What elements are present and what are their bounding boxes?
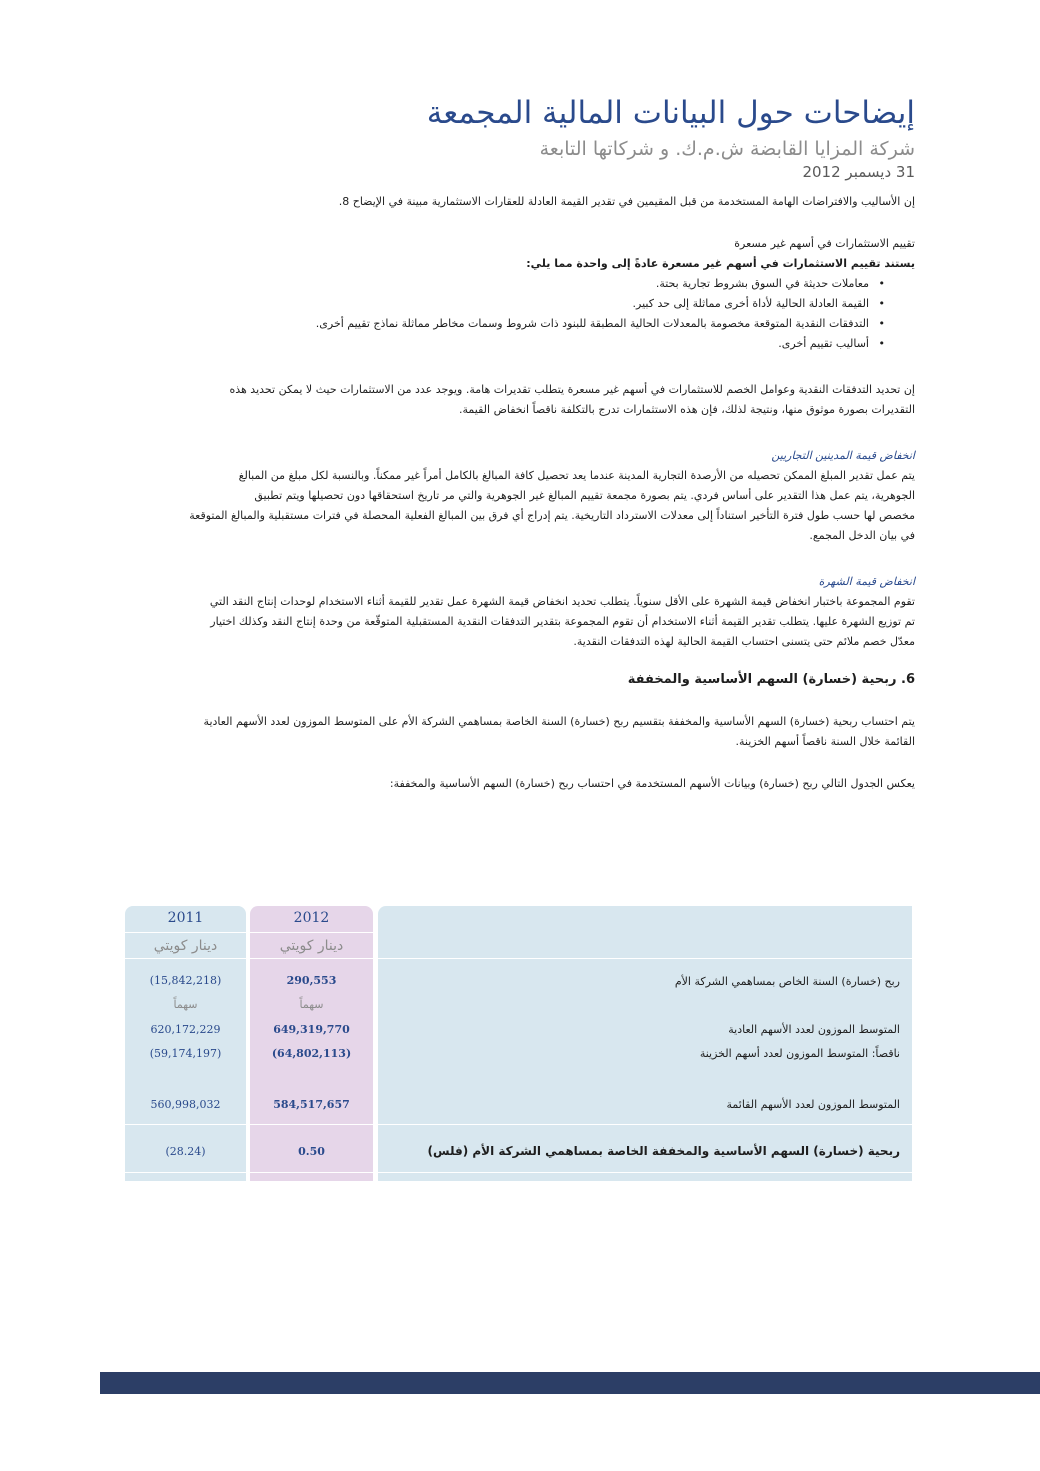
methods-note: إن الأساليب والافتراضات الهامة المستخدمة من قبل المقيمين في تقدير القيمة العادلة للعقارات الاستثمارية مبينة في الإيضاح 8.: [338, 195, 915, 208]
table-row-label: ربحية (خسارة) السهم الأساسية والمخففة الخاصة بمساهمي الشركة الأم (فلس): [427, 1144, 900, 1158]
table-cell-2011: (15,842,218): [149, 974, 222, 987]
table-description-column: [378, 906, 912, 1181]
receivables-line: الجوهرية، يتم عمل هذا التقدير على أساس فردي. يتم بصورة مجمعة تقييم المبالغ غير الجوهرية والتي مر تاريخ استحقاقها دون تحصيلها ويتم تطبيق: [254, 489, 915, 502]
table-cell-2012: 649,319,770: [273, 1023, 350, 1036]
list-item: • القيمة العادلة الحالية لأداة أخرى مماثلة إلى حد كبير.: [125, 294, 885, 314]
goodwill-line: تم توزيع الشهرة عليها. يتطلب تقدير القيمة أثناء الاستخدام أن تقوم المجموعة بتقدير التدفقات النقدية المستقبلية المتوقّعة من وحدة إنتاج النقد وكذلك اختيار: [210, 615, 915, 628]
table-column-2011: [125, 906, 246, 1181]
table-cell-2011: (59,174,197): [149, 1047, 222, 1060]
table-unit-2011: سهماً: [173, 998, 198, 1011]
table-unit-2012: سهماً: [299, 998, 324, 1011]
table-cell-2012: 584,517,657: [273, 1098, 350, 1111]
receivables-line: في بيان الدخل المجمع.: [809, 529, 915, 542]
list-item: • التدفقات النقدية المتوقعة مخصومة بالمعدلات الحالية المطبقة للبنود ذات شروط وسمات مخاطر مماثلة نماذج تقييم أخرى.: [125, 314, 885, 334]
table-row-label: المتوسط الموزون لعدد الأسهم القائمة: [726, 1098, 900, 1111]
unquoted-heading: تقييم الاستثمارات في أسهم غير مسعرة: [734, 237, 915, 250]
eps-table: [127, 906, 912, 1181]
report-date: 31 ديسمبر 2012: [802, 163, 915, 181]
unquoted-para-line: إن تحديد التدفقات النقدية وعوامل الخصم للاستثمارات في أسهم غير مسعرة يتطلب تقديرات هامة. ويوجد عدد من الاستثمارات حيث لا يمكن تحديد هذه: [229, 383, 915, 396]
column-year-2012: 2012: [293, 910, 330, 926]
column-currency-2011: دينار كويتي: [125, 932, 246, 959]
page-title: إيضاحات حول البيانات المالية المجمعة: [426, 95, 915, 131]
table-cell-2012: 0.50: [298, 1145, 325, 1158]
table-row-label: ناقصاً: المتوسط الموزون لعدد أسهم الخزينة: [699, 1047, 900, 1060]
receivables-heading: انخفاض قيمة المدينين التجاريين: [771, 449, 915, 462]
table-row-label: ربح (خسارة) السنة الخاص بمساهمي الشركة الأم: [674, 975, 900, 988]
eps-line: القائمة خلال السنة ناقصاً أسهم الخزينة.: [735, 735, 915, 748]
table-row-label: المتوسط الموزون لعدد الأسهم العادية: [728, 1023, 900, 1036]
table-cell-2012: 290,553: [286, 974, 337, 987]
eps-line: يتم احتساب ربحية (خسارة) السهم الأساسية والمخففة بتقسيم ربح (خسارة) السنة الخاصة بمساهمي الشركة الأم على المتوسط الموزون لعدد الأسهم العادية: [203, 715, 915, 728]
receivables-line: مخصص لها حسب طول فترة التأخير استناداً إلى معدلات الاسترداد التاريخية. يتم إدراج أي فرق بين المبالغ الفعلية المحصلة في فترات مستقبلية والمبالغ المتوقعة: [189, 509, 915, 522]
table-cell-2011: 620,172,229: [150, 1023, 221, 1036]
eps-section-title: 6. ربحية (خسارة) السهم الأساسية والمخففة: [627, 672, 915, 687]
goodwill-heading: انخفاض قيمة الشهرة: [818, 575, 915, 588]
footer-bar: [100, 1372, 1040, 1394]
notes-body: [125, 192, 915, 794]
page-header: [115, 92, 915, 182]
goodwill-line: تقوم المجموعة باختبار انخفاض قيمة الشهرة على الأقل سنوياً. يتطلب تحديد انخفاض قيمة الشهرة عمل تقدير للقيمة أثناء الاستخدام لوحدات إنتاج النقد التي: [209, 595, 915, 608]
valuation-methods-list: [125, 274, 915, 354]
table-cell-2011: 560,998,032: [150, 1098, 221, 1111]
unquoted-para-line: التقديرات بصورة موثوق منها، ونتيجة لذلك، فإن هذه الاستثمارات تدرج بالتكلفة ناقصاً انخفاض القيمة.: [459, 403, 915, 416]
receivables-line: يتم عمل تقدير المبلغ الممكن تحصيله من الأرصدة التجارية المدينة عندما يعد تحصيل كافة المبالغ بالكامل أمراً غير ممكناً. وبالنسبة لكل مبلغ من المبالغ: [238, 469, 915, 482]
list-item: • معاملات حديثة في السوق بشروط تجارية بحتة.: [125, 274, 885, 294]
column-currency-2012: دينار كويتي: [250, 932, 373, 959]
table-cell-2012: (64,802,113): [271, 1047, 352, 1060]
table-column-2012: [250, 906, 373, 1181]
column-year-2011: 2011: [167, 910, 204, 926]
unquoted-lead: يستند تقييم الاستثمارات في أسهم غير مسعرة عادةً إلى واحدة مما يلي:: [526, 257, 915, 270]
table-cell-2011: (28.24): [165, 1145, 206, 1158]
company-name: شركة المزايا القابضة ش.م.ك. و شركاتها التابعة: [539, 138, 915, 160]
list-item: • أساليب تقييم أخرى.: [125, 334, 885, 354]
goodwill-line: معدّل خصم ملائم حتى يتسنى احتساب القيمة الحالية لهذه التدفقات النقدية.: [573, 635, 915, 648]
table-intro: يعكس الجدول التالي ربح (خسارة) وبيانات الأسهم المستخدمة في احتساب ربح (خسارة) السهم الأساسية والمخففة:: [389, 777, 915, 790]
